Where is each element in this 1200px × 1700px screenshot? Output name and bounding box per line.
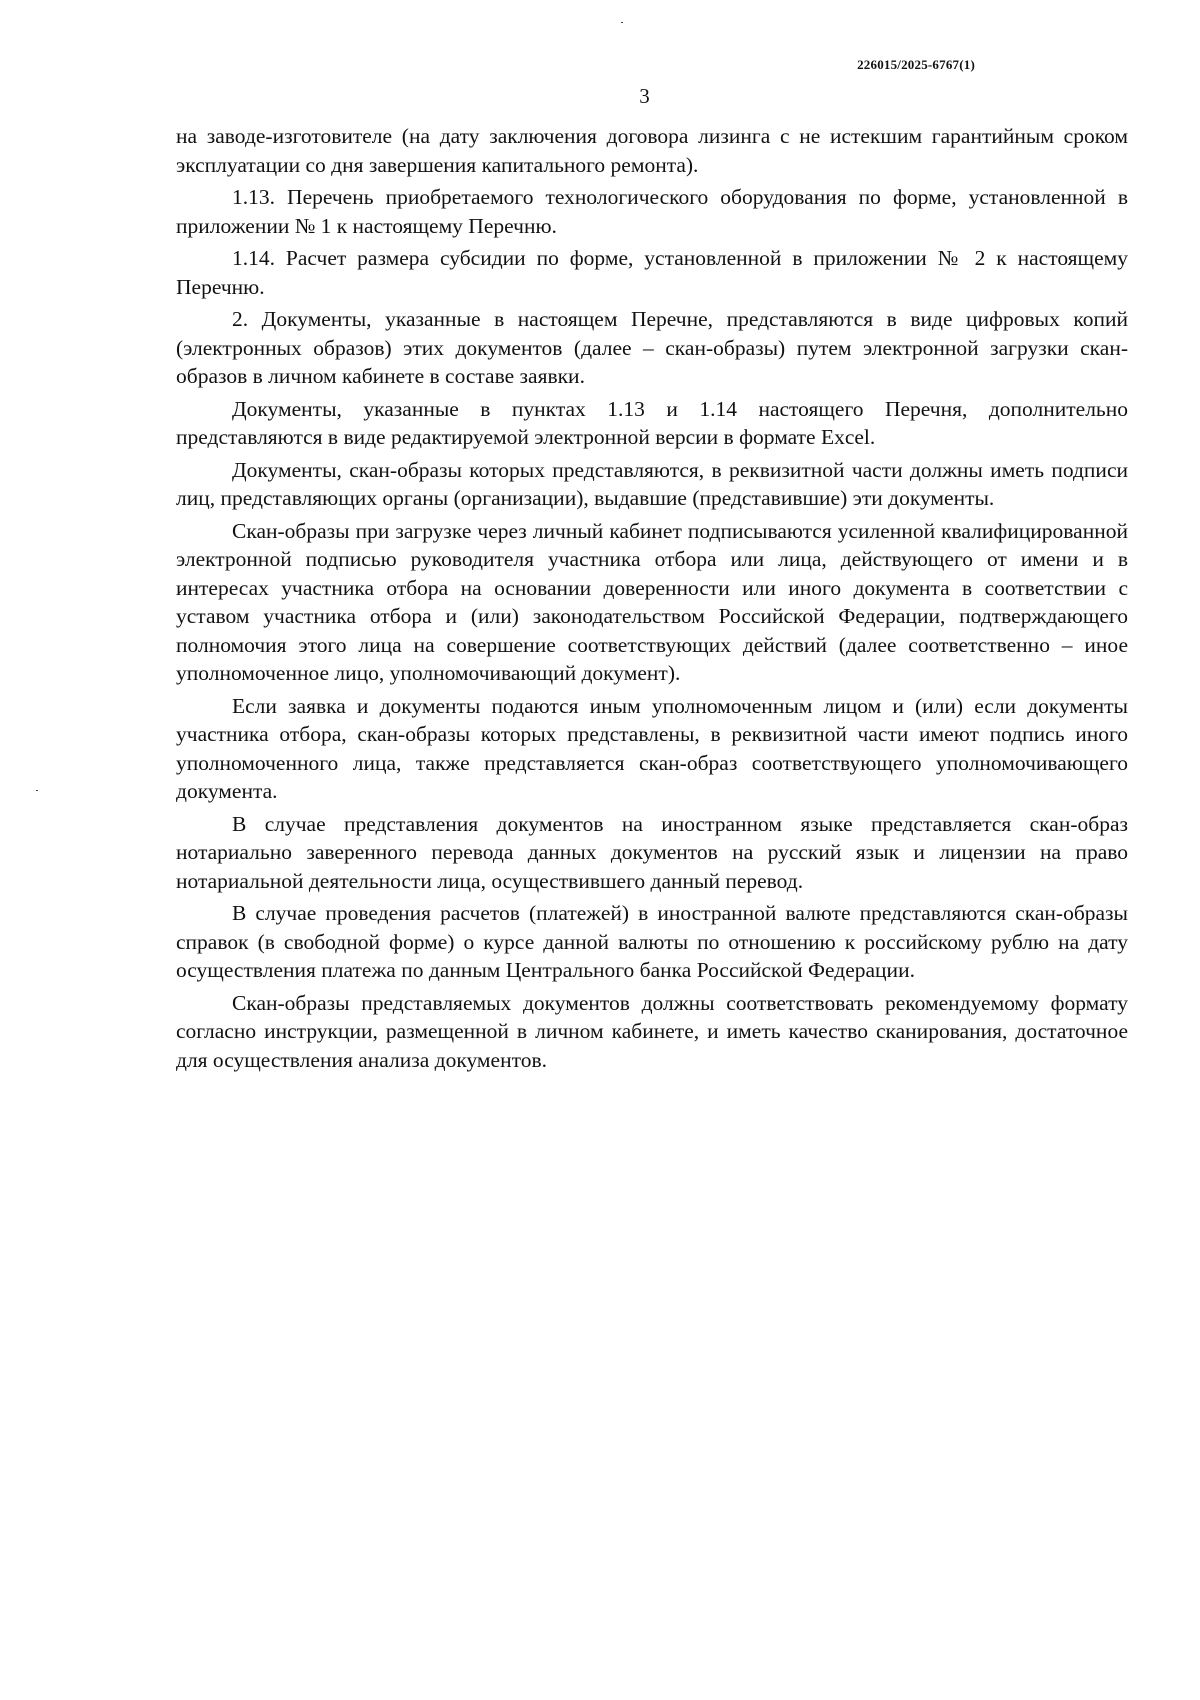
page-number: 3 [639, 84, 650, 108]
document-body [176, 122, 1128, 1078]
paragraph-excel-format: Документы, указанные в пунктах 1.13 и 1.14 настоящего Перечня, дополнительно представляются в виде редактируемой электронной версии в формате Excel. [176, 396, 1128, 449]
paragraph-foreign-language: В случае представления документов на иностранном языке представляется скан-образ нотариально заверенного перевода данных документов на русский язык и лицензии на право нотариальной деятельности лица, осуществившего данный перевод. [176, 811, 1128, 893]
paragraph-item-2: 2. Документы, указанные в настоящем Перечне, представляются в виде цифровых копий (электронных образов) этих документов (далее – скан-образы) путем электронной загрузки скан-образов в личном кабинете в составе заявки. [176, 307, 1128, 388]
paragraph-signatures: Документы, скан-образы которых представляются, в реквизитной части должны иметь подписи лиц, представляющих органы (организации), выдавшие (представившие) эти документы. [176, 457, 1128, 510]
paragraph-electronic-signature: Скан-образы при загрузке через личный кабинет подписываются усиленной квалифицированной электронной подписью руководителя участника отбора или лица, действующего от имени и в интересах участника отбора на основании доверенности или иного документа в соответствии с уставом участника отбора и (или) законодательством Российской Федерации, подтверждающего полномочия этого лица на совершение соответствующих действий (далее соответственно – иное уполномоченное лицо, уполномочивающий документ). [176, 518, 1128, 685]
document-registration-number: 226015/2025-6767(1) [857, 57, 975, 72]
paragraph-scan-quality: Скан-образы представляемых документов должны соответствовать рекомендуемому формату согласно инструкции, размещенной в личном кабинете, и иметь качество сканирования, достаточное для осуществления анализа документов. [176, 990, 1128, 1072]
paragraph-item-1-14: 1.14. Расчет размера субсидии по форме, установленной в приложении № 2 к настоящему Перечню. [176, 246, 1128, 299]
paragraph-continuation: на заводе-изготовителе (на дату заключения договора лизинга с не истекшим гарантийным сроком эксплуатации со дня завершения капитального ремонта). [176, 124, 1128, 177]
paragraph-foreign-currency: В случае проведения расчетов (платежей) в иностранной валюте представляются скан-образы справок (в свободной форме) о курсе данной валюты по отношению к российскому рублю на дату осуществления платежа по данным Центрального банка Российской Федерации. [176, 901, 1128, 982]
paragraph-authorized-person: Если заявка и документы подаются иным уполномоченным лицом и (или) если документы участника отбора, скан-образы которых представлены, в реквизитной части имеют подпись иного уполномоченного лица, также представляется скан-образ соответствующего уполномочивающего документа. [176, 693, 1128, 803]
paragraph-item-1-13: 1.13. Перечень приобретаемого технологического оборудования по форме, установленной в приложении № 1 к настоящему Перечню. [176, 185, 1128, 238]
scan-speck [36, 790, 38, 791]
scan-speck [621, 22, 623, 23]
